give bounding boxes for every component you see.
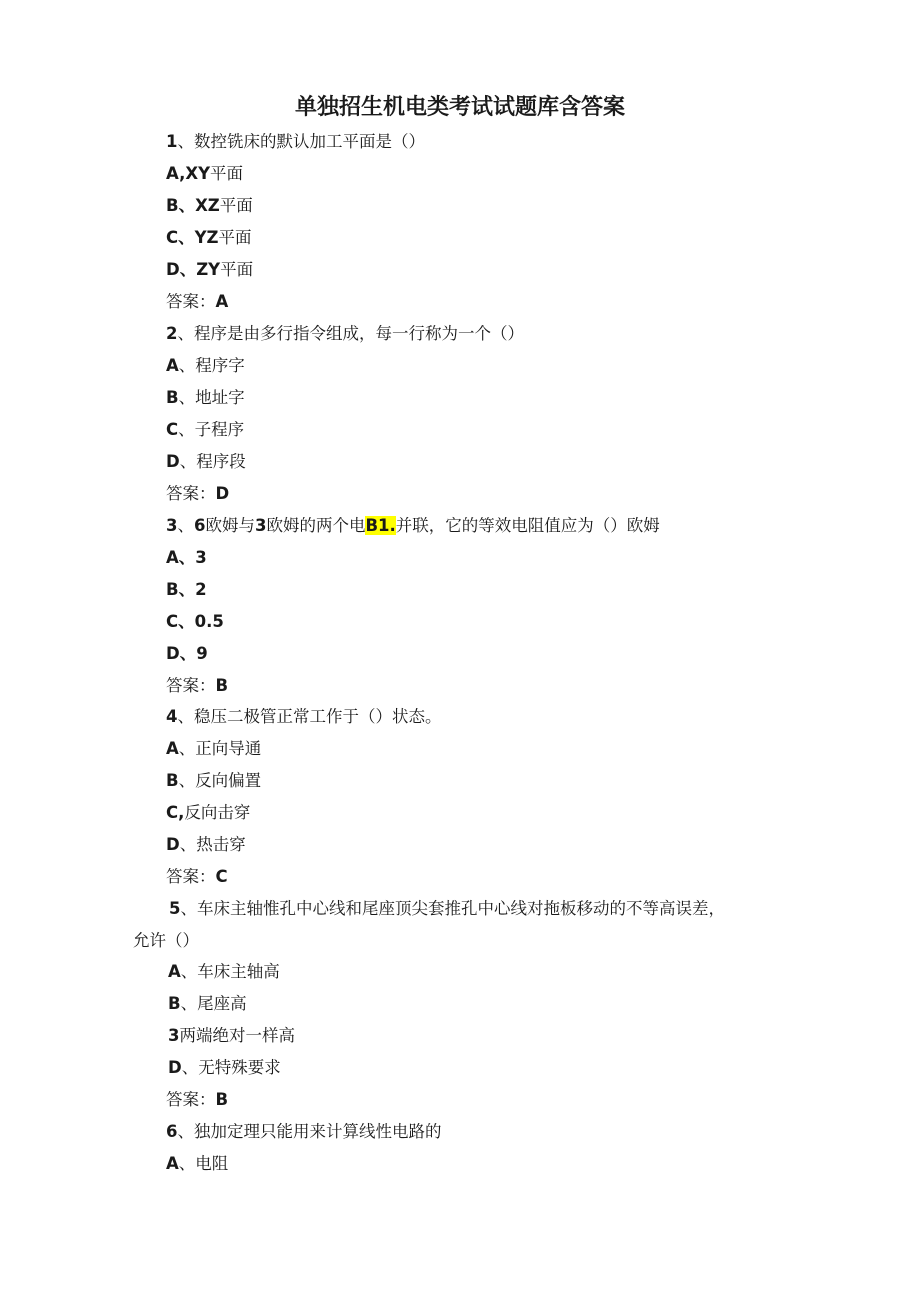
question-2: 2、程序是由多行指令组成，每一行称为一个（） [166,324,524,343]
question-number: 1 [166,132,178,151]
answer: 答案：B [166,1090,229,1109]
option-d: D、无特殊要求 [168,1058,281,1077]
question-number: 3 [166,516,178,535]
option-a: A、3 [166,548,207,567]
question-text: 独加定理只能用来计算线性电路的 [193,1122,442,1141]
question-5: 5、车床主轴惟孔中心线和尾座顶尖套推孔中心线对拖板移动的不等高误差， [169,899,725,918]
answer: 答案：D [166,484,230,503]
question-number: 6 [166,1122,178,1141]
answer: 答案：B [166,676,229,695]
option-b: B、反向偏置 [166,771,262,790]
answer: 答案：C [166,867,228,886]
question-3: 3、6欧姆与3欧姆的两个电B1.并联，它的等效电阻值应为（）欧姆 [166,516,660,535]
question-text: 车床主轴惟孔中心线和尾座顶尖套推孔中心线对拖板移动的不等高误差， [196,899,725,918]
option-b: B、地址字 [166,388,245,407]
highlighted-text: B1. [365,516,396,535]
option-c: C,反向击穿 [166,803,251,822]
question-1: 1、数控铣床的默认加工平面是（） [166,132,425,151]
option-a: A、程序字 [166,356,245,375]
question-4: 4、稳压二极管正常工作于（）状态。 [166,707,442,726]
option-d: D、热击穿 [166,835,246,854]
question-text: 数控铣床的默认加工平面是（） [193,132,425,151]
option-a: A,XY平面 [166,164,244,183]
question-text: 程序是由多行指令组成，每一行称为一个（） [193,324,524,343]
option-a: A、正向导通 [166,739,262,758]
question-number: 2 [166,324,178,343]
option-c: 3两端绝对一样高 [168,1026,295,1045]
question-text-continued: 允许（） [133,931,199,950]
option-a: A、车床主轴高 [168,962,280,981]
question-number: 5 [169,899,181,918]
option-d: D、9 [166,644,208,663]
option-d: D、程序段 [166,452,246,471]
page-title: 单独招生机电类考试试题库含答案 [294,95,625,120]
option-c: C、子程序 [166,420,245,439]
option-a: A、电阻 [166,1154,229,1173]
question-number: 4 [166,707,178,726]
question-6: 6、独加定理只能用来计算线性电路的 [166,1122,442,1141]
option-b: B、2 [166,580,207,599]
question-text: 稳压二极管正常工作于（）状态。 [193,707,442,726]
option-d: D、ZY平面 [166,260,254,279]
answer: 答案：A [166,292,229,311]
option-c: C、0.5 [166,612,224,631]
option-c: C、YZ平面 [166,228,252,247]
option-b: B、XZ平面 [166,196,253,215]
option-b: B、尾座高 [168,994,247,1013]
